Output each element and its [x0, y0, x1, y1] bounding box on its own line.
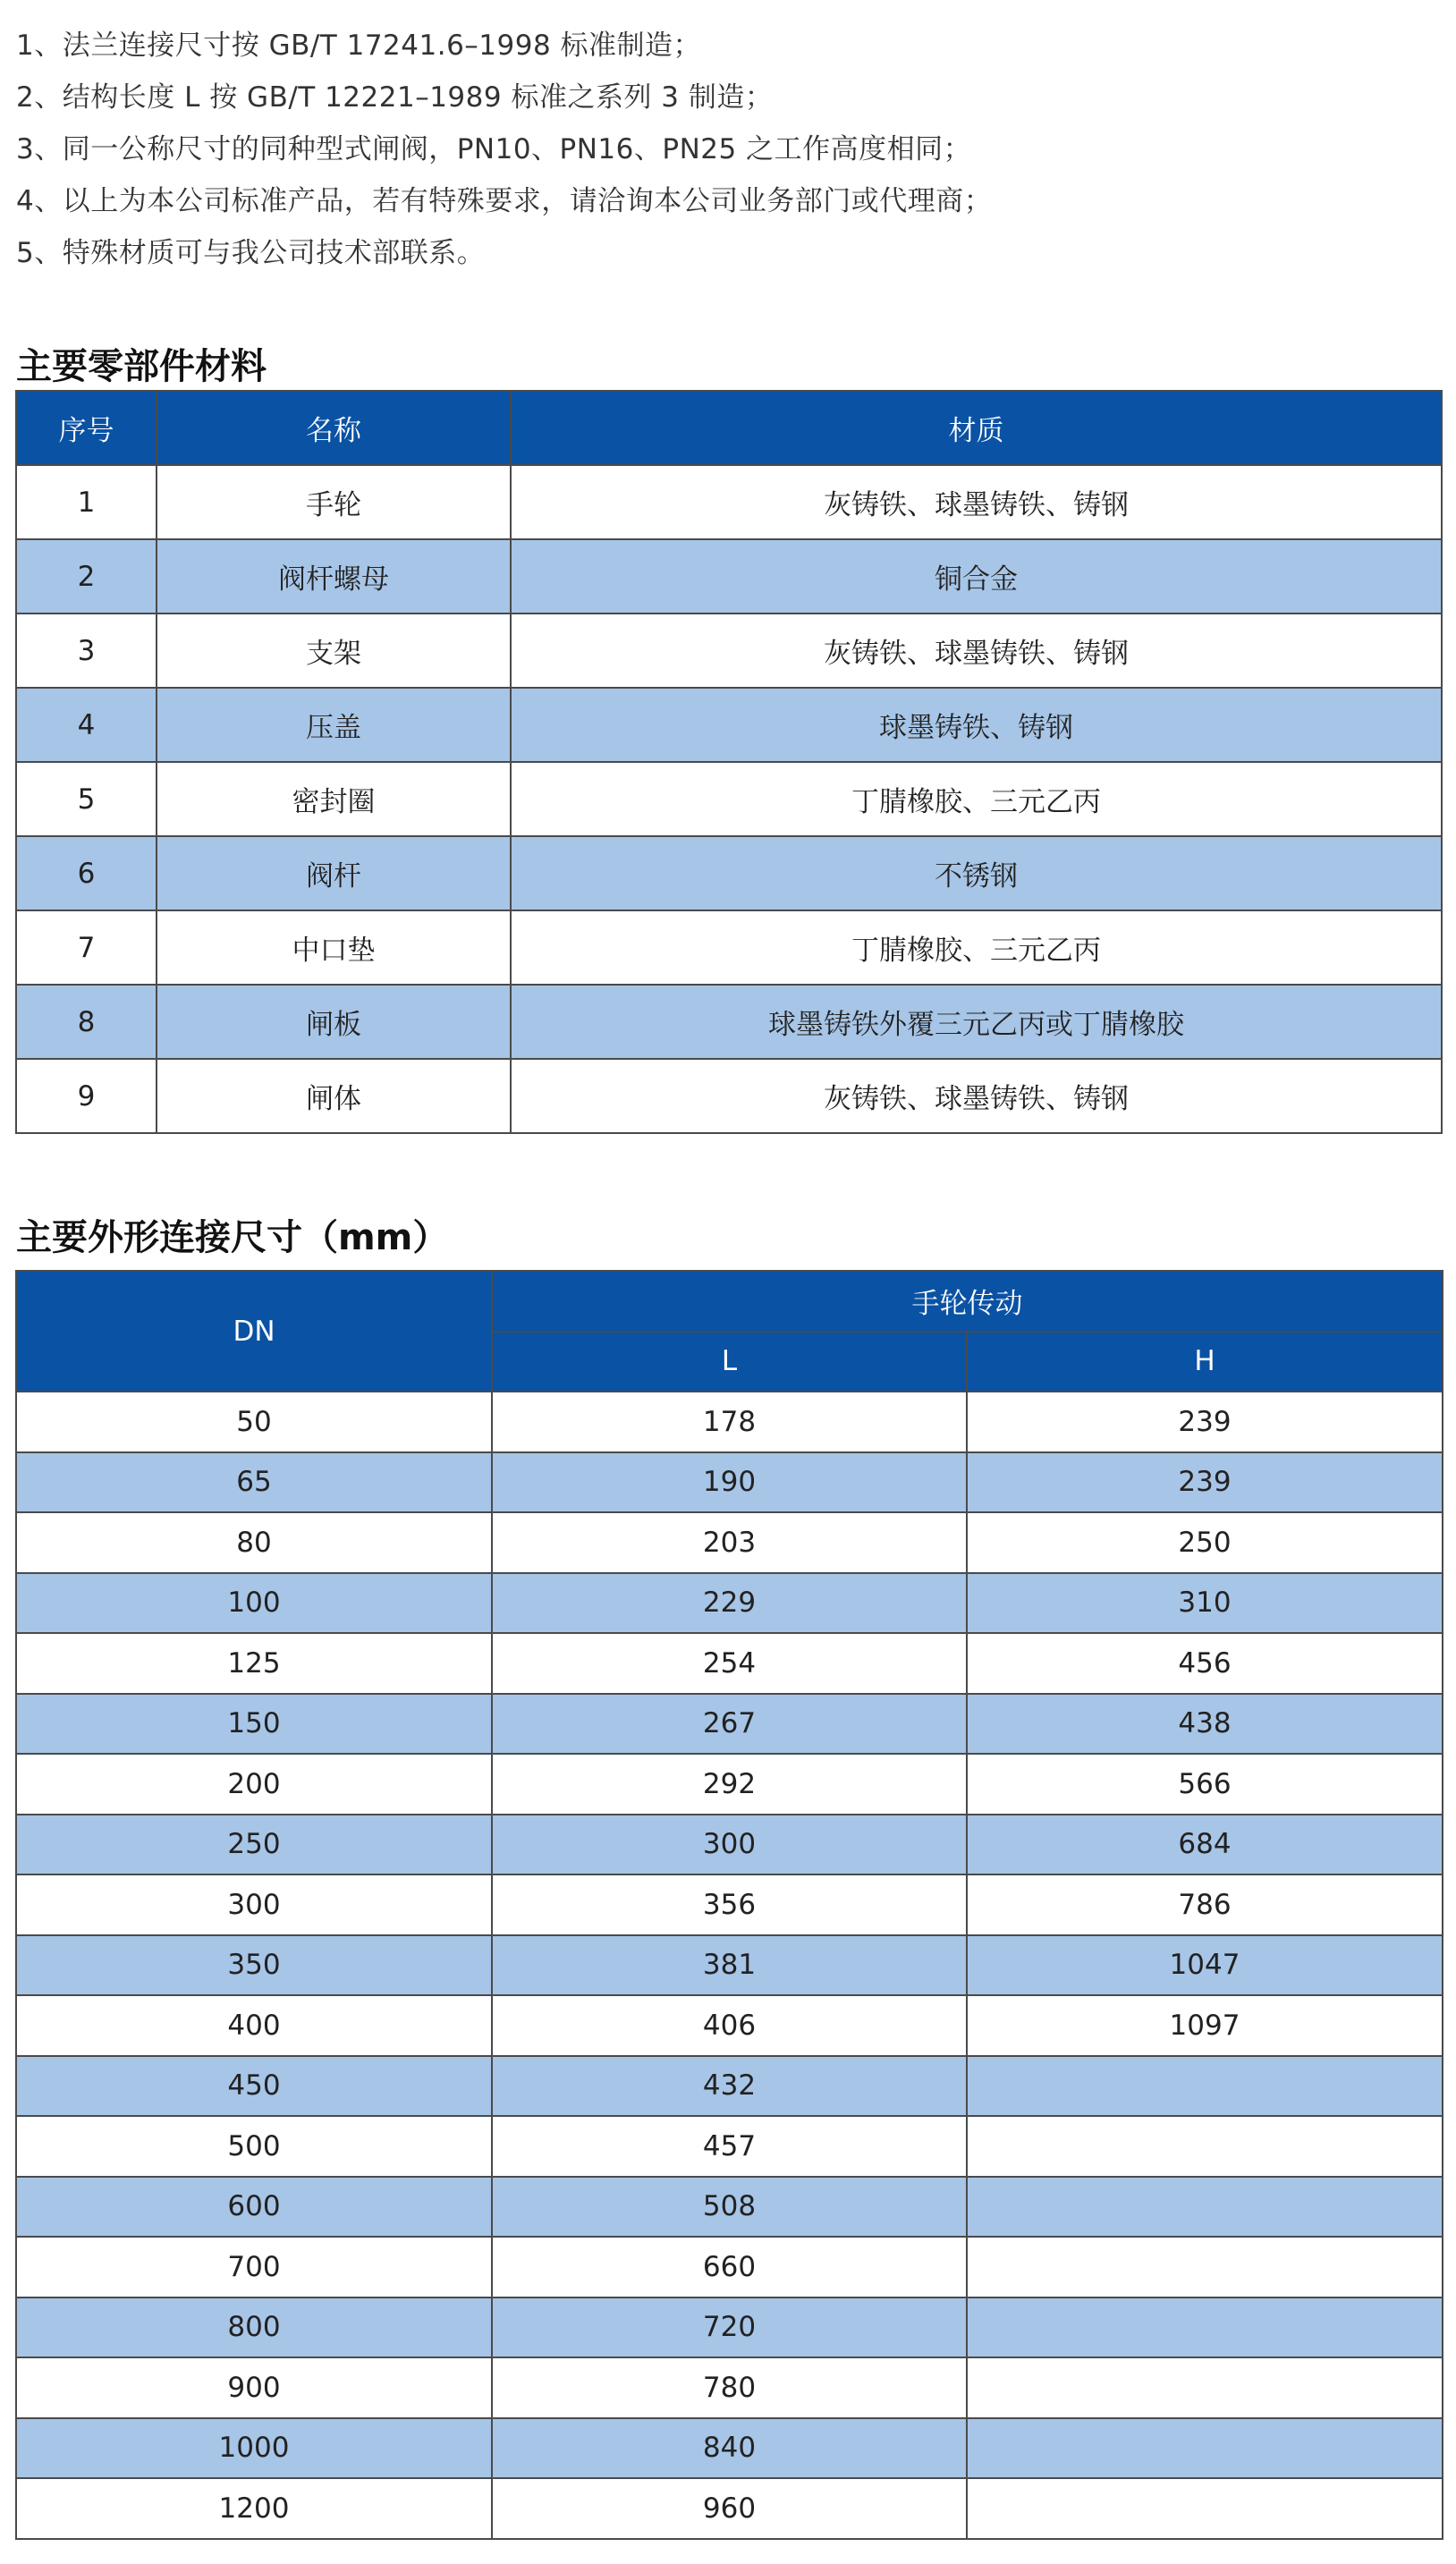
cell-material: 丁腈橡胶、三元乙丙: [511, 910, 1442, 985]
cell-l: 780: [492, 2357, 967, 2418]
table-row: [16, 1452, 1443, 1513]
cell-l: 457: [492, 2116, 967, 2177]
table-row: [16, 1935, 1443, 1996]
cell-dn: 50: [16, 1392, 492, 1452]
cell-no: 2: [16, 539, 157, 613]
table-row: [16, 2237, 1443, 2297]
cell-dn: 350: [16, 1935, 492, 1996]
header-material: 材质: [511, 391, 1442, 465]
table-row: [16, 985, 1442, 1059]
dimensions-header-row: [16, 1271, 1443, 1332]
cell-h: 684: [967, 1815, 1443, 1875]
cell-h: 239: [967, 1392, 1443, 1452]
note-item: 1、法兰连接尺寸按 GB/T 17241.6–1998 标准制造；: [16, 30, 702, 62]
cell-l: 720: [492, 2297, 967, 2358]
table-row: [16, 762, 1442, 836]
cell-h: [967, 2418, 1443, 2479]
cell-h: 250: [967, 1512, 1443, 1573]
cell-h: 786: [967, 1874, 1443, 1935]
table-row: [16, 910, 1442, 985]
cell-material: 球墨铸铁外覆三元乙丙或丁腈橡胶: [511, 985, 1442, 1059]
materials-table: [15, 390, 1443, 1134]
cell-l: 356: [492, 1874, 967, 1935]
note-item: 3、同一公称尺寸的同种型式闸阀，PN10、PN16、PN25 之工作高度相同；: [16, 133, 972, 165]
cell-material: 灰铸铁、球墨铸铁、铸钢: [511, 613, 1442, 688]
cell-name: 中口垫: [157, 910, 511, 985]
cell-name: 手轮: [157, 465, 511, 539]
cell-no: 8: [16, 985, 157, 1059]
table-row: [16, 465, 1442, 539]
cell-material: 铜合金: [511, 539, 1442, 613]
cell-l: 203: [492, 1512, 967, 1573]
cell-no: 1: [16, 465, 157, 539]
table-row: [16, 1995, 1443, 2056]
cell-name: 闸体: [157, 1059, 511, 1133]
cell-l: 267: [492, 1694, 967, 1755]
cell-l: 292: [492, 1754, 967, 1815]
cell-name: 压盖: [157, 688, 511, 762]
cell-dn: 800: [16, 2297, 492, 2358]
cell-name: 阀杆螺母: [157, 539, 511, 613]
cell-no: 4: [16, 688, 157, 762]
cell-name: 闸板: [157, 985, 511, 1059]
cell-dn: 300: [16, 1874, 492, 1935]
table-row: [16, 688, 1442, 762]
cell-dn: 65: [16, 1452, 492, 1513]
note-item: 2、结构长度 L 按 GB/T 12221–1989 标准之系列 3 制造；: [16, 81, 774, 114]
cell-h: [967, 2177, 1443, 2238]
cell-name: 阀杆: [157, 836, 511, 910]
cell-l: 254: [492, 1633, 967, 1694]
cell-dn: 100: [16, 1573, 492, 1634]
table-row: [16, 1512, 1443, 1573]
table-row: [16, 2357, 1443, 2418]
cell-h: [967, 2357, 1443, 2418]
cell-dn: 450: [16, 2056, 492, 2117]
table-row: [16, 2056, 1443, 2117]
header-handwheel: 手轮传动: [492, 1271, 1443, 1332]
table-row: [16, 2418, 1443, 2479]
cell-l: 190: [492, 1452, 967, 1513]
table-row: [16, 2177, 1443, 2238]
table-row: [16, 1573, 1443, 1634]
cell-l: 381: [492, 1935, 967, 1996]
table-row: [16, 1059, 1442, 1133]
cell-dn: 1000: [16, 2418, 492, 2479]
cell-material: 球墨铸铁、铸钢: [511, 688, 1442, 762]
note-item: 5、特殊材质可与我公司技术部联系。: [16, 237, 486, 269]
cell-h: [967, 2237, 1443, 2297]
notes-list: [16, 20, 992, 279]
cell-h: 239: [967, 1452, 1443, 1513]
cell-dn: 125: [16, 1633, 492, 1694]
cell-l: 960: [492, 2478, 967, 2539]
table-row: [16, 1633, 1443, 1694]
table-row: [16, 2478, 1443, 2539]
cell-h: [967, 2478, 1443, 2539]
cell-h: 438: [967, 1694, 1443, 1755]
note-item: 4、以上为本公司标准产品，若有特殊要求，请洽询本公司业务部门或代理商；: [16, 185, 993, 217]
cell-name: 密封圈: [157, 762, 511, 836]
cell-material: 灰铸铁、球墨铸铁、铸钢: [511, 1059, 1442, 1133]
cell-material: 不锈钢: [511, 836, 1442, 910]
cell-h: 310: [967, 1573, 1443, 1634]
cell-h: 1097: [967, 1995, 1443, 2056]
cell-l: 840: [492, 2418, 967, 2479]
table-row: [16, 1392, 1443, 1452]
cell-l: 229: [492, 1573, 967, 1634]
cell-dn: 900: [16, 2357, 492, 2418]
table-row: [16, 2116, 1443, 2177]
cell-material: 丁腈橡胶、三元乙丙: [511, 762, 1442, 836]
materials-header-row: [16, 391, 1442, 465]
cell-dn: 600: [16, 2177, 492, 2238]
cell-no: 7: [16, 910, 157, 985]
cell-l: 508: [492, 2177, 967, 2238]
cell-h: 1047: [967, 1935, 1443, 1996]
cell-h: 566: [967, 1754, 1443, 1815]
cell-h: 456: [967, 1633, 1443, 1694]
cell-dn: 80: [16, 1512, 492, 1573]
cell-dn: 150: [16, 1694, 492, 1755]
cell-dn: 1200: [16, 2478, 492, 2539]
header-name: 名称: [157, 391, 511, 465]
cell-h: [967, 2116, 1443, 2177]
cell-dn: 400: [16, 1995, 492, 2056]
table-row: [16, 2297, 1443, 2358]
cell-dn: 250: [16, 1815, 492, 1875]
cell-dn: 700: [16, 2237, 492, 2297]
table-row: [16, 836, 1442, 910]
table-row: [16, 1754, 1443, 1815]
cell-no: 3: [16, 613, 157, 688]
table-row: [16, 1874, 1443, 1935]
cell-dn: 500: [16, 2116, 492, 2177]
cell-l: 178: [492, 1392, 967, 1452]
cell-name: 支架: [157, 613, 511, 688]
table-row: [16, 539, 1442, 613]
cell-material: 灰铸铁、球墨铸铁、铸钢: [511, 465, 1442, 539]
materials-title: 主要零部件材料: [16, 346, 267, 387]
cell-no: 6: [16, 836, 157, 910]
cell-l: 300: [492, 1815, 967, 1875]
cell-l: 432: [492, 2056, 967, 2117]
header-no: 序号: [16, 391, 157, 465]
header-l: L: [492, 1332, 967, 1392]
cell-dn: 200: [16, 1754, 492, 1815]
table-row: [16, 1694, 1443, 1755]
table-row: [16, 1815, 1443, 1875]
cell-l: 406: [492, 1995, 967, 2056]
cell-no: 5: [16, 762, 157, 836]
header-h: H: [967, 1332, 1443, 1392]
cell-l: 660: [492, 2237, 967, 2297]
header-dn: DN: [16, 1271, 492, 1392]
cell-no: 9: [16, 1059, 157, 1133]
dimensions-title: 主要外形连接尺寸（mm）: [16, 1217, 449, 1258]
table-row: [16, 613, 1442, 688]
dimensions-table: [15, 1270, 1443, 2540]
cell-h: [967, 2297, 1443, 2358]
cell-h: [967, 2056, 1443, 2117]
